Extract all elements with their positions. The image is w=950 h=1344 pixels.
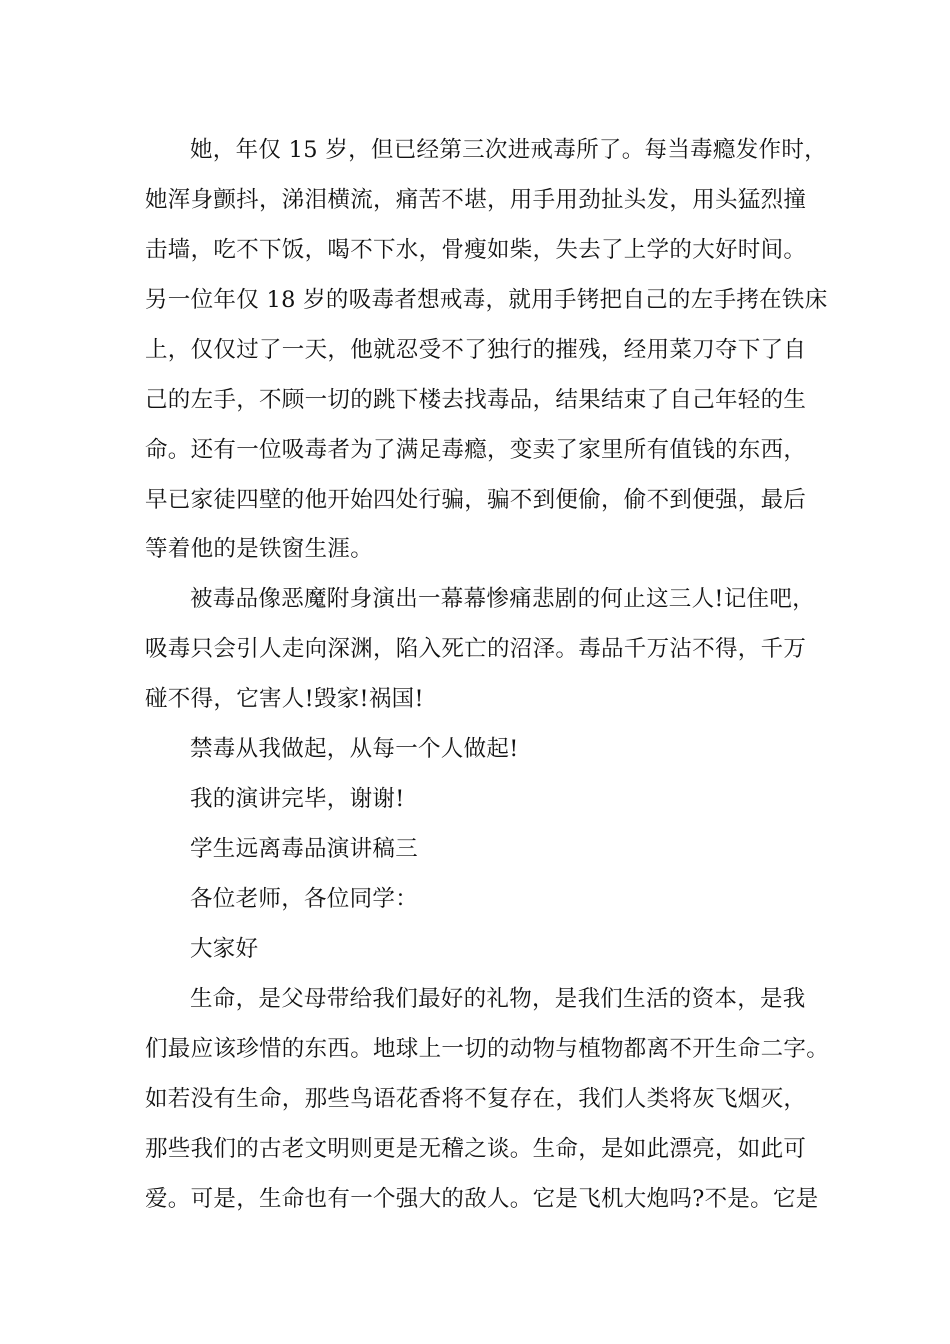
paragraph-line: 她，年仅 15 岁，但已经第三次进戒毒所了。每当毒瘾发作时，: [190, 137, 827, 163]
paragraph-line: 击墙，吃不下饭，喝不下水，骨瘦如柴，失去了上学的大好时间。: [145, 237, 807, 263]
paragraph-line: 另一位年仅 18 岁的吸毒者想戒毒，就用手铐把自己的左手拷在铁床: [145, 287, 828, 313]
paragraph-line: 早已家徒四壁的他开始四处行骗，骗不到便偷，偷不到便强，最后: [145, 487, 807, 513]
paragraph-line: 等着他的是铁窗生涯。: [145, 536, 374, 562]
paragraph-line: 禁毒从我做起，从每一个人做起!: [190, 736, 519, 762]
greeting: 大家好: [190, 936, 259, 962]
paragraph-line: 那些我们的古老文明则更是无稽之谈。生命，是如此漂亮，如此可: [145, 1136, 807, 1162]
paragraph-line: 上，仅仅过了一天，他就忍受不了独行的摧残，经用菜刀夺下了自: [145, 337, 807, 363]
paragraph-line: 生命，是父母带给我们最好的礼物，是我们生活的资本，是我: [190, 986, 806, 1012]
paragraph-line: 吸毒只会引人走向深渊，陷入死亡的沼泽。毒品千万沾不得，千万: [145, 636, 807, 662]
paragraph-line: 我的演讲完毕，谢谢!: [190, 786, 405, 812]
paragraph-line: 她浑身颤抖，涕泪横流，痛苦不堪，用手用劲扯头发，用头猛烈撞: [145, 187, 807, 213]
paragraph-line: 们最应该珍惜的东西。地球上一切的动物与植物都离不开生命二字。: [145, 1036, 830, 1062]
paragraph-line: 碰不得，它害人!毁家!祸国!: [145, 686, 424, 712]
paragraph-line: 命。还有一位吸毒者为了满足毒瘾，变卖了家里所有值钱的东西，: [145, 437, 807, 463]
paragraph-line: 爱。可是，生命也有一个强大的敌人。它是飞机大炮吗?不是。它是: [145, 1186, 819, 1212]
paragraph-line: 如若没有生命，那些鸟语花香将不复存在，我们人类将灰飞烟灭，: [145, 1086, 807, 1112]
salutation: 各位老师，各位同学：: [190, 886, 419, 912]
paragraph-line: 己的左手，不顾一切的跳下楼去找毒品，结果结束了自己年轻的生: [145, 387, 807, 413]
section-heading: 学生远离毒品演讲稿三: [190, 836, 419, 862]
paragraph-line: 被毒品像恶魔附身演出一幕幕惨痛悲剧的何止这三人!记住吧，: [190, 586, 815, 612]
